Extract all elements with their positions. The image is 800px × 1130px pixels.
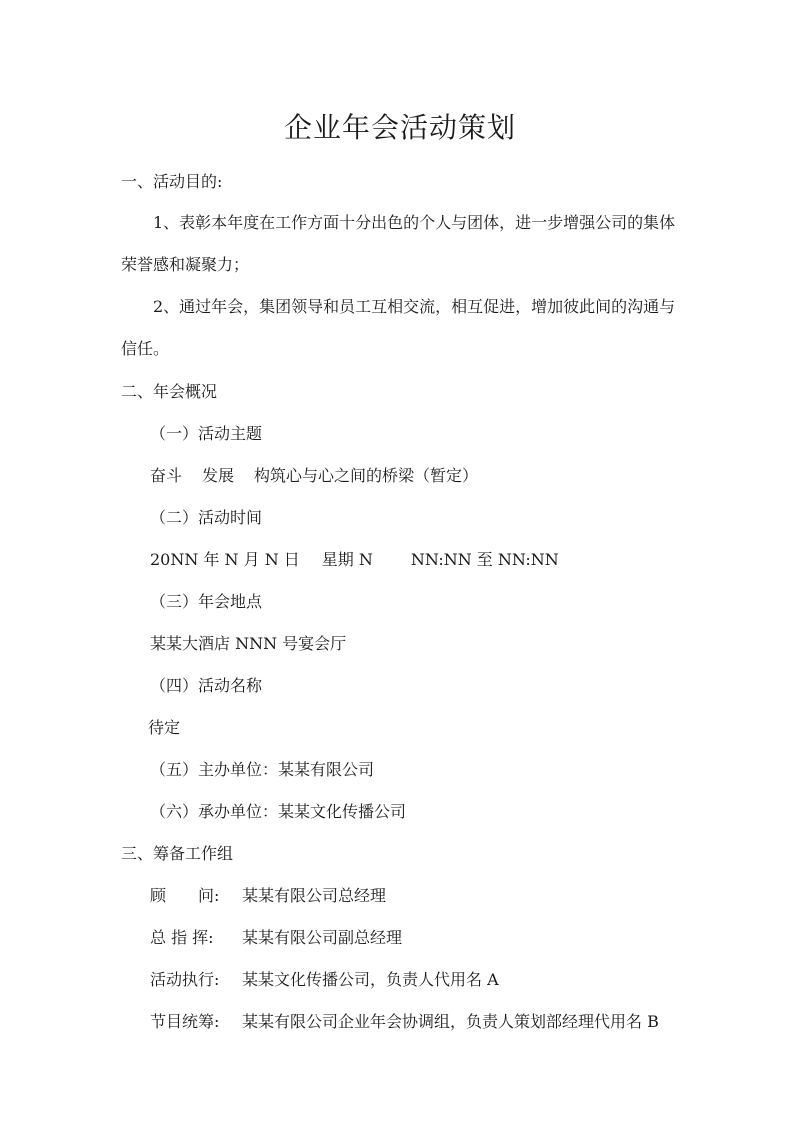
- venue-label: （三）年会地点: [150, 592, 263, 611]
- time-weekday: 星期 N: [321, 550, 373, 569]
- time-range: NN:NN 至 NN:NN: [410, 550, 559, 569]
- team-member: 某某有限公司副总经理: [242, 928, 403, 947]
- team-row: [150, 884, 386, 908]
- section-heading-team: 三、筹备工作组: [121, 844, 234, 863]
- venue-value: 某某大酒店 NNN 号宴会厅: [150, 634, 347, 653]
- team-row: [150, 926, 402, 950]
- event-name-value: 待定: [148, 718, 181, 737]
- team-member: 某某有限公司企业年会协调组，负责人策划部经理代用名 B: [242, 1012, 659, 1031]
- purpose-item-2: 2、通过年会，集团领导和员工互相交流，相互促进，增加彼此间的沟通与信任。: [121, 297, 676, 358]
- time-date: 20NN 年 N 月 N 日: [150, 550, 300, 569]
- theme-part-2: 发展: [202, 466, 235, 485]
- theme-part-1: 奋斗: [150, 466, 183, 485]
- section-heading-overview: 二、年会概况: [121, 382, 218, 401]
- team-row: [150, 968, 499, 992]
- team-role: 节目统筹:: [150, 1012, 220, 1031]
- section-heading-purpose: 一、活动目的:: [121, 172, 223, 191]
- host-unit: （五）主办单位：某某有限公司: [150, 760, 375, 779]
- document-title: 企业年会活动策划: [283, 111, 516, 144]
- team-role: 总 指 挥:: [150, 928, 214, 947]
- team-member: 某某文化传播公司，负责人代用名 A: [242, 970, 499, 989]
- team-role: 顾 问:: [150, 886, 220, 905]
- purpose-item-1: 1、表彰本年度在工作方面十分出色的个人与团体，进一步增强公司的集体荣誉感和凝聚力；: [121, 213, 676, 274]
- event-name-label: （四）活动名称: [150, 676, 263, 695]
- team-row: [150, 1010, 659, 1034]
- time-label: （二）活动时间: [150, 508, 263, 527]
- time-value: [150, 548, 559, 572]
- theme-part-3: 构筑心与心之间的桥梁（暂定）: [254, 466, 479, 485]
- theme-value: [150, 464, 478, 488]
- organizer-unit: （六）承办单位：某某文化传播公司: [150, 802, 407, 821]
- team-member: 某某有限公司总经理: [242, 886, 387, 905]
- theme-label: （一）活动主题: [150, 424, 263, 443]
- team-role: 活动执行:: [150, 970, 220, 989]
